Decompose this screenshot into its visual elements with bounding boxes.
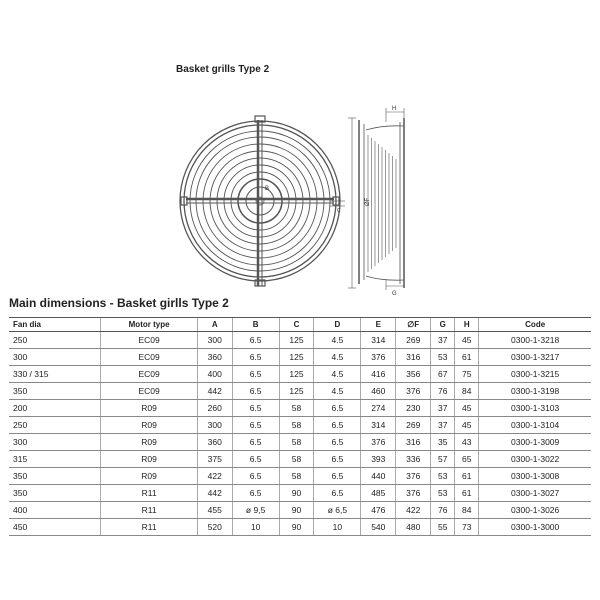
side-view xyxy=(348,108,404,290)
table-cell: 84 xyxy=(455,383,479,400)
table-cell: 6.5 xyxy=(314,434,361,451)
table-cell: 75 xyxy=(455,366,479,383)
table-cell: 300 xyxy=(9,349,101,366)
table-cell: 350 xyxy=(9,383,101,400)
table-cell: 58 xyxy=(279,417,314,434)
table-cell: R11 xyxy=(101,502,197,519)
table-cell: 330 / 315 xyxy=(9,366,101,383)
table-cell: EC09 xyxy=(101,383,197,400)
table-cell: 125 xyxy=(279,349,314,366)
table-cell: 125 xyxy=(279,383,314,400)
table-cell: 230 xyxy=(396,400,431,417)
table-cell: 442 xyxy=(197,485,232,502)
table-cell: 274 xyxy=(361,400,396,417)
label-c: C xyxy=(337,208,341,214)
table-cell: 43 xyxy=(455,434,479,451)
table-cell: 356 xyxy=(396,366,431,383)
table-cell: 6.5 xyxy=(232,349,279,366)
table-title: Main dimensions - Basket girlls Type 2 xyxy=(9,296,229,310)
table-cell: 6.5 xyxy=(232,417,279,434)
table-cell: 53 xyxy=(431,468,455,485)
table-cell: 6.5 xyxy=(314,485,361,502)
table-row xyxy=(9,332,591,349)
table-cell: 314 xyxy=(361,332,396,349)
table-cell: 400 xyxy=(197,366,232,383)
table-cell: ø 6,5 xyxy=(314,502,361,519)
table-cell: EC09 xyxy=(101,366,197,383)
table-row xyxy=(9,485,591,502)
grill-ring xyxy=(203,144,317,258)
table-cell: 0300-1-3104 xyxy=(479,417,591,434)
table-cell: 6.5 xyxy=(232,383,279,400)
column-header: E xyxy=(361,318,396,332)
table-cell: EC09 xyxy=(101,332,197,349)
table-cell: 6.5 xyxy=(232,451,279,468)
table-cell: 37 xyxy=(431,332,455,349)
table-cell: 422 xyxy=(396,502,431,519)
table-cell: 540 xyxy=(361,519,396,536)
column-header: ∅F xyxy=(396,318,431,332)
table-cell: 300 xyxy=(9,434,101,451)
column-header: D xyxy=(314,318,361,332)
table-cell: 6.5 xyxy=(314,417,361,434)
table-row xyxy=(9,349,591,366)
table-cell: 53 xyxy=(431,349,455,366)
table-cell: 350 xyxy=(9,468,101,485)
table-cell: 485 xyxy=(361,485,396,502)
table-cell: 460 xyxy=(361,383,396,400)
table-row xyxy=(9,383,591,400)
table-cell: 476 xyxy=(361,502,396,519)
table-cell: R09 xyxy=(101,400,197,417)
table-cell: 35 xyxy=(431,434,455,451)
grill-ring xyxy=(217,158,303,244)
table-cell: 400 xyxy=(9,502,101,519)
table-cell: 6.5 xyxy=(232,366,279,383)
label-h: H xyxy=(392,106,397,112)
table-cell: 0300-1-3008 xyxy=(479,468,591,485)
table-cell: 58 xyxy=(279,451,314,468)
mounting-feet xyxy=(181,116,339,286)
table-cell: 422 xyxy=(197,468,232,485)
table-row xyxy=(9,400,591,417)
table-cell: 6.5 xyxy=(232,332,279,349)
table-cell: 4.5 xyxy=(314,366,361,383)
front-view xyxy=(180,116,345,286)
table-cell: 300 xyxy=(197,332,232,349)
table-cell: 0300-1-3009 xyxy=(479,434,591,451)
table-cell: 336 xyxy=(396,451,431,468)
table-cell: 520 xyxy=(197,519,232,536)
table-row xyxy=(9,502,591,519)
table-cell: R11 xyxy=(101,485,197,502)
table-cell: 45 xyxy=(455,400,479,417)
table-cell: 76 xyxy=(431,502,455,519)
label-b: B xyxy=(265,186,270,192)
table-cell: R11 xyxy=(101,519,197,536)
table-cell: 0300-1-3215 xyxy=(479,366,591,383)
table-cell: 393 xyxy=(361,451,396,468)
table-row xyxy=(9,468,591,485)
table-cell: 53 xyxy=(431,485,455,502)
table-cell: 0300-1-3026 xyxy=(479,502,591,519)
table-cell: 450 xyxy=(9,519,101,536)
table-cell: R09 xyxy=(101,451,197,468)
table-cell: 300 xyxy=(197,417,232,434)
table-cell: R09 xyxy=(101,434,197,451)
grill-ring xyxy=(224,165,296,237)
table-cell: 376 xyxy=(361,349,396,366)
table-cell: 376 xyxy=(396,485,431,502)
table-row xyxy=(9,434,591,451)
grill-ring xyxy=(180,121,340,281)
table-cell: 67 xyxy=(431,366,455,383)
table-cell: 90 xyxy=(279,519,314,536)
table-cell: ø 9,5 xyxy=(232,502,279,519)
table-cell: 360 xyxy=(197,349,232,366)
table-cell: 442 xyxy=(197,383,232,400)
table-cell: 37 xyxy=(431,417,455,434)
table-cell: 269 xyxy=(396,332,431,349)
table-cell: 84 xyxy=(455,502,479,519)
table-cell: 269 xyxy=(396,417,431,434)
table-cell: 376 xyxy=(396,383,431,400)
table-cell: 6.5 xyxy=(314,468,361,485)
table-cell: 4.5 xyxy=(314,349,361,366)
table-cell: 6.5 xyxy=(314,400,361,417)
table-cell: 260 xyxy=(197,400,232,417)
label-g: G xyxy=(392,291,397,297)
table-cell: 200 xyxy=(9,400,101,417)
table-cell: 58 xyxy=(279,434,314,451)
column-header: Fan dia xyxy=(9,318,101,332)
table-cell: 376 xyxy=(361,434,396,451)
table-cell: 55 xyxy=(431,519,455,536)
table-cell: 4.5 xyxy=(314,332,361,349)
table-row xyxy=(9,451,591,468)
grill-ring xyxy=(210,151,310,251)
table-cell: 315 xyxy=(9,451,101,468)
table-cell: 314 xyxy=(361,417,396,434)
dimensions-table xyxy=(9,317,591,536)
table-cell: 0300-1-3027 xyxy=(479,485,591,502)
table-cell: 0300-1-3103 xyxy=(479,400,591,417)
drawing-title: Basket grills Type 2 xyxy=(176,64,270,75)
table-row xyxy=(9,366,591,383)
column-header: Motor type xyxy=(101,318,197,332)
table-cell: 350 xyxy=(9,485,101,502)
table-cell: 316 xyxy=(396,349,431,366)
grill-ring xyxy=(196,137,324,265)
table-cell: 440 xyxy=(361,468,396,485)
table-cell: 45 xyxy=(455,332,479,349)
column-header: H xyxy=(455,318,479,332)
column-header: Code xyxy=(479,318,591,332)
table-cell: 90 xyxy=(279,485,314,502)
table-cell: 375 xyxy=(197,451,232,468)
table-cell: 61 xyxy=(455,349,479,366)
label-f: ØF xyxy=(365,197,371,206)
table-cell: 4.5 xyxy=(314,383,361,400)
table-cell: 250 xyxy=(9,332,101,349)
table-cell: 10 xyxy=(232,519,279,536)
table-cell: 58 xyxy=(279,400,314,417)
table-cell: 125 xyxy=(279,366,314,383)
table-cell: 376 xyxy=(396,468,431,485)
table-cell: 61 xyxy=(455,468,479,485)
table-cell: 125 xyxy=(279,332,314,349)
table-cell: 316 xyxy=(396,434,431,451)
table-cell: R09 xyxy=(101,417,197,434)
table-cell: 0300-1-3022 xyxy=(479,451,591,468)
table-body xyxy=(9,332,591,536)
table-cell: 90 xyxy=(279,502,314,519)
grill-ring xyxy=(231,172,289,230)
table-cell: EC09 xyxy=(101,349,197,366)
table-cell: 0300-1-3000 xyxy=(479,519,591,536)
grill-ring xyxy=(184,125,336,277)
table-cell: 37 xyxy=(431,400,455,417)
table-cell: 360 xyxy=(197,434,232,451)
grill-ring xyxy=(190,131,330,271)
table-cell: 73 xyxy=(455,519,479,536)
table-cell: 480 xyxy=(396,519,431,536)
column-header: B xyxy=(232,318,279,332)
table-cell: 6.5 xyxy=(314,451,361,468)
table-cell: 6.5 xyxy=(232,434,279,451)
table-cell: 0300-1-3218 xyxy=(479,332,591,349)
column-header: A xyxy=(197,318,232,332)
table-cell: 455 xyxy=(197,502,232,519)
table-cell: 61 xyxy=(455,485,479,502)
table-cell: 250 xyxy=(9,417,101,434)
table-header-row xyxy=(9,318,591,332)
table-cell: 6.5 xyxy=(232,468,279,485)
table-cell: 6.5 xyxy=(232,400,279,417)
table-cell: 6.5 xyxy=(232,485,279,502)
table-cell: 10 xyxy=(314,519,361,536)
table-cell: 65 xyxy=(455,451,479,468)
table-cell: 0300-1-3198 xyxy=(479,383,591,400)
column-header: C xyxy=(279,318,314,332)
table-cell: 58 xyxy=(279,468,314,485)
table-cell: R09 xyxy=(101,468,197,485)
table-cell: 45 xyxy=(455,417,479,434)
table-cell: 57 xyxy=(431,451,455,468)
table-cell: 416 xyxy=(361,366,396,383)
table-row xyxy=(9,417,591,434)
table-cell: 0300-1-3217 xyxy=(479,349,591,366)
table-row xyxy=(9,519,591,536)
table-cell: 76 xyxy=(431,383,455,400)
column-header: G xyxy=(431,318,455,332)
